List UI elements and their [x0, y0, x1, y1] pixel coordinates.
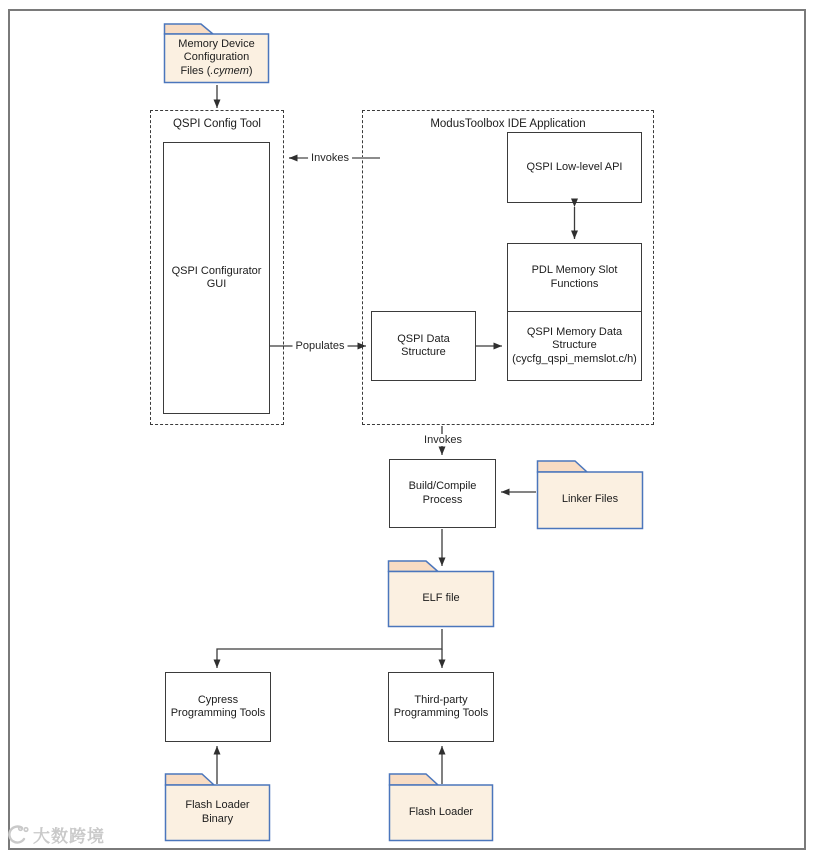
- qspi-config-tool-title: QSPI Config Tool: [172, 118, 261, 130]
- watermark-logo-icon: [5, 824, 29, 846]
- label-line: QSPI Memory Data: [526, 325, 623, 338]
- elf-file-folder: [387, 559, 495, 628]
- label-line: GUI: [206, 278, 227, 290]
- label-line: Programming Tools: [393, 707, 489, 719]
- flash-loader-folder: [388, 772, 494, 842]
- label-line: Functions: [550, 277, 599, 290]
- label-line: (cycfg_qspi_memslot.c/h): [512, 352, 637, 365]
- qspi-low-level-api-box: [507, 132, 642, 203]
- label-line: Flash Loader: [185, 799, 250, 811]
- watermark: [5, 822, 105, 847]
- pdl-memory-slot-box: [507, 243, 642, 312]
- label-line: Programming Tools: [170, 707, 266, 719]
- label-line: QSPI Data: [397, 332, 450, 345]
- elf-file-label: [389, 571, 493, 626]
- build-compile-box: [389, 459, 496, 528]
- label-line: Configuration: [183, 51, 250, 64]
- qspi-data-structure-box: [371, 311, 476, 381]
- label-line: Build/Compile: [408, 480, 477, 492]
- flash-loader-binary-label: [166, 785, 269, 840]
- label-line: QSPI Low-level API: [526, 160, 623, 173]
- modustoolbox-title: ModusToolbox IDE Application: [430, 118, 586, 130]
- edge-label-invokes-top: Invokes: [308, 152, 352, 164]
- label-line: PDL Memory Slot: [531, 264, 618, 276]
- flash-loader-binary-folder: [164, 772, 271, 842]
- label-line: Structure: [401, 346, 446, 358]
- label-line: Flash Loader: [408, 805, 474, 818]
- memory-config-files-folder: [163, 22, 270, 84]
- qspi-memory-data-box: [507, 311, 642, 381]
- label-line: Files (.cymem): [180, 64, 253, 77]
- label-line: Third-party: [414, 693, 468, 706]
- label-line: ELF file: [422, 591, 460, 604]
- label-line: Linker Files: [561, 493, 619, 506]
- label-line: Structure: [552, 339, 597, 352]
- edge-label-invokes-build: Invokes: [421, 434, 465, 446]
- linker-files-folder: [536, 459, 644, 530]
- cypress-tools-box: [165, 672, 271, 742]
- watermark-text: 大数跨境: [33, 827, 105, 846]
- linker-files-label: [538, 472, 642, 528]
- edge-label-populates: Populates: [293, 340, 348, 352]
- qspi-configurator-gui-box: [163, 142, 270, 414]
- label-line: Memory Device: [178, 37, 255, 50]
- label-line: Cypress: [197, 693, 239, 706]
- label-line: QSPI Configurator: [171, 264, 262, 277]
- third-party-tools-box: [388, 672, 494, 742]
- flash-loader-label: [390, 785, 492, 840]
- memory-config-files-label: [165, 34, 268, 82]
- label-line: Binary: [201, 812, 234, 825]
- label-line: Process: [422, 493, 463, 506]
